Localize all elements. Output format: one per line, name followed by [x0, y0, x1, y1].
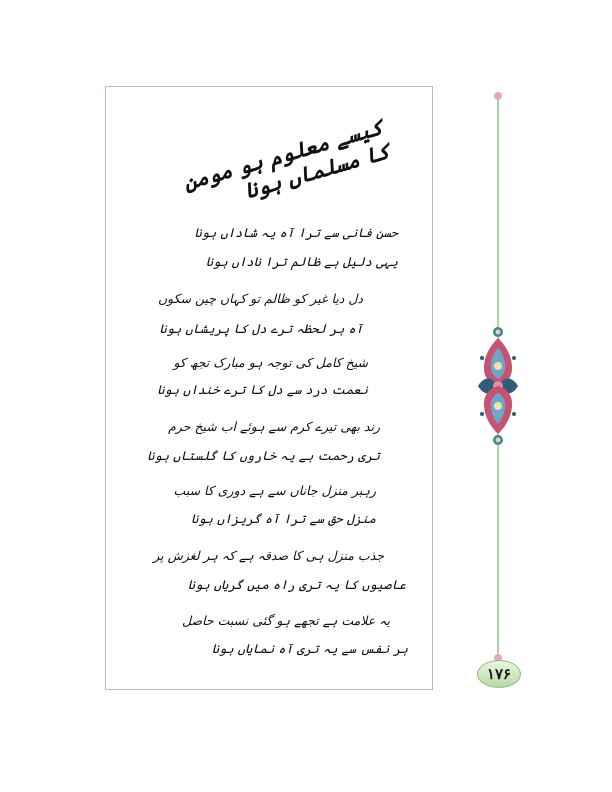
- poem-line: رہبر منزل جاناں سے ہے دوری کا سبب: [173, 483, 376, 498]
- poem-line: ہر نفس سے یہ تری آہ نمایاں ہونا: [211, 641, 408, 656]
- poem-line: رند بھی تیرے کرم سے ہوئے اب شیخ حرم: [168, 419, 380, 434]
- poem-line: آہ ہر لحظہ ترے دل کا پریشاں ہونا: [159, 321, 363, 336]
- poem-line: حسن فانی سے ترا آہ یہ شاداں ہونا: [194, 225, 398, 240]
- poem-line: دل دیا غیر کو ظالم تو کہاں چین سکوں: [157, 291, 363, 306]
- poem-line: یہی دلیل ہے ظالم ترا ناداں ہونا: [205, 254, 398, 269]
- poem-title: کیسے معلوم ہو مومن کا مسلماں ہونا: [180, 114, 393, 204]
- poem-line: شیخ کامل کی توجہ ہو مبارک تجھ کو: [173, 355, 368, 370]
- poem-line: منزل حق سے ترا آہ گریزاں ہونا: [191, 511, 376, 526]
- floral-medallion-icon: [474, 318, 522, 454]
- poem-line: نعمت درد سے دل کا ترے خنداں ہونا: [157, 382, 368, 397]
- poem-line: جذب منزل ہی کا صدقہ ہے کہ ہر لغزش پر: [153, 548, 384, 563]
- page-number-badge: ۱۷۶: [477, 660, 521, 688]
- poem-line: عاصیوں کا یہ تری راہ میں گریاں ہونا: [187, 577, 406, 592]
- rule-cap-top: [494, 92, 502, 100]
- poem-line: یہ علامت ہے تجھے ہو گئی نسبت حاصل: [181, 613, 390, 628]
- poem-line: تری رحمت ہے یہ خاروں کا گلستاں ہونا: [147, 448, 380, 463]
